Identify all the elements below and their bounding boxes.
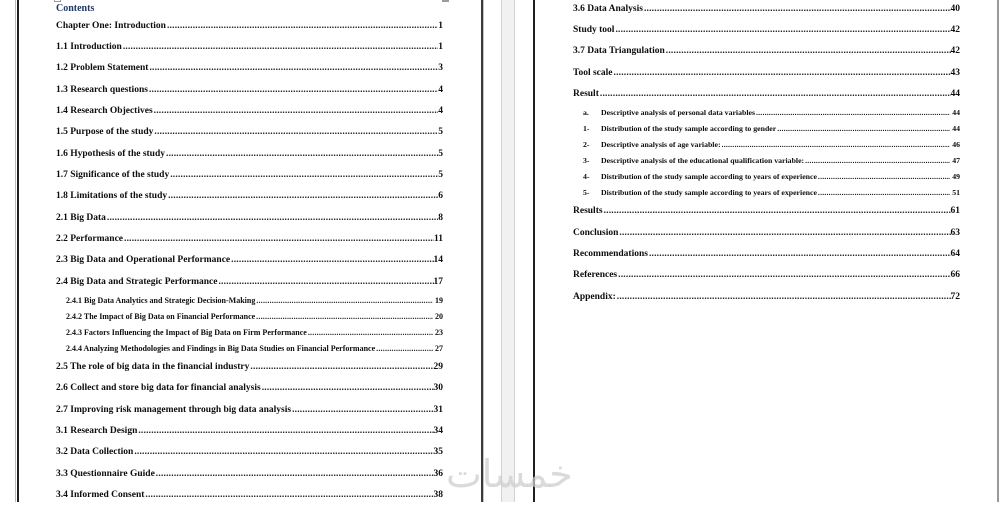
toc-entry-label: 1.5 Purpose of the study — [56, 127, 154, 138]
toc-entry-page: 5 — [438, 148, 443, 159]
toc-heading-text: Contents — [56, 3, 95, 14]
toc-entry-label: 1.4 Research Objectives — [56, 105, 153, 116]
dot-leader — [615, 25, 950, 35]
toc-entry-label: Conclusion — [573, 227, 619, 238]
toc-entry[interactable] — [56, 100, 443, 121]
toc-subentry[interactable] — [573, 105, 960, 121]
dot-leader — [124, 234, 434, 244]
left-page-edge-shadow — [483, 0, 484, 502]
toc-entry[interactable] — [56, 164, 443, 185]
toc-subentry[interactable] — [573, 137, 960, 153]
toc-entry-page: 49 — [952, 172, 960, 182]
toc-entry-page: 63 — [950, 227, 960, 238]
toc-entry[interactable] — [573, 0, 960, 19]
toc-entry[interactable] — [56, 442, 443, 463]
page-break-marker — [442, 0, 449, 2]
toc-entry[interactable] — [56, 143, 443, 164]
toc-entry-page: 3 — [438, 63, 443, 74]
toc-entry-page: 42 — [950, 46, 960, 57]
toc-entry-page: 42 — [950, 24, 960, 35]
toc-entry-page: 20 — [435, 311, 443, 321]
toc-entry-label: Result — [573, 88, 599, 99]
toc-entry-label: 3.4 Informed Consent — [56, 489, 145, 500]
toc-entry-label: 2.7 Improving risk management through big data analysis — [56, 404, 292, 415]
toc-entry-label: 2.3 Big Data and Operational Performance — [56, 255, 231, 266]
right-page-right-edge — [997, 0, 999, 502]
toc-entry-page: 36 — [433, 468, 443, 479]
toc-entry-page: 47 — [952, 156, 960, 166]
toc-entry-page: 17 — [433, 276, 443, 287]
dot-leader — [250, 362, 433, 372]
toc-entry-page: 64 — [950, 248, 960, 259]
dot-leader — [666, 46, 951, 56]
toc-entry-page: 4 — [438, 105, 443, 116]
toc-entry[interactable] — [56, 271, 443, 292]
right-page-left-edge — [533, 0, 535, 502]
toc-entry-label: 2.5 The role of big data in the financial industry — [56, 361, 250, 372]
toc-entry-page: 40 — [950, 3, 960, 14]
toc-entry[interactable] — [573, 222, 960, 243]
toc-entry-page: 27 — [435, 343, 443, 353]
toc-entry-page: 30 — [433, 383, 443, 394]
toc-entry-label: 3.6 Data Analysis — [573, 3, 643, 14]
toc-entry-page: 5 — [438, 127, 443, 138]
dot-leader — [376, 344, 433, 353]
dot-leader — [231, 255, 433, 265]
dot-leader — [777, 124, 950, 133]
toc-entry-page: 46 — [952, 140, 960, 150]
toc-entry-page: 19 — [435, 295, 443, 305]
toc-entry-label: Study tool — [573, 24, 615, 35]
toc-entry-page: 8 — [438, 212, 443, 223]
table-anchor-icon[interactable] — [54, 0, 61, 2]
list-marker: 4- — [583, 172, 590, 182]
dot-leader — [218, 277, 433, 287]
toc-entry-label: 3.7 Data Triangulation — [573, 46, 665, 57]
dot-leader — [156, 469, 434, 479]
toc-entry[interactable] — [56, 463, 443, 484]
toc-entry-label: Recommendations — [573, 248, 648, 259]
toc-entry-label: 3.2 Data Collection — [56, 447, 134, 458]
dot-leader — [138, 426, 433, 436]
toc-entry-label: 2.4.2 The Impact of Big Data on Financial Performance — [66, 311, 256, 321]
toc-subentry[interactable] — [56, 324, 443, 340]
dot-leader — [600, 89, 951, 99]
toc-entry-label: 3.1 Research Design — [56, 425, 138, 436]
toc-entry[interactable] — [56, 186, 443, 207]
toc-subentry[interactable] — [56, 292, 443, 308]
toc-entry-label: Appendix: — [573, 291, 616, 302]
page-gap — [501, 0, 515, 502]
toc-entry-label: References — [573, 270, 618, 281]
dot-leader — [256, 312, 433, 321]
list-marker: 2- — [583, 140, 590, 150]
watermark-logo: خمسات — [446, 452, 573, 496]
toc-entry-label: 3.3 Questionnaire Guide — [56, 468, 155, 479]
toc-subentry[interactable] — [573, 153, 960, 169]
toc-entry[interactable] — [56, 36, 443, 57]
dot-leader — [604, 206, 951, 216]
toc-entry-page: 29 — [433, 361, 443, 372]
dot-leader — [123, 42, 438, 52]
toc-entry[interactable] — [56, 250, 443, 271]
toc-entry-label: 2.4.3 Factors Influencing the Impact of Big Data on Firm Performance — [66, 327, 307, 337]
toc-entry-page: 44 — [950, 88, 960, 99]
toc-entry-page: 1 — [438, 20, 443, 31]
toc-entry-page: 44 — [952, 108, 960, 118]
toc-entry-page: 38 — [433, 489, 443, 500]
dot-leader — [614, 68, 951, 78]
dot-leader — [649, 249, 951, 259]
toc-entry[interactable] — [56, 399, 443, 420]
toc-entry-page: 5 — [438, 169, 443, 180]
toc-entry[interactable] — [56, 356, 443, 377]
toc-entry-page: 51 — [952, 188, 960, 198]
toc-entry-label: 2.1 Big Data — [56, 212, 106, 223]
toc-entry[interactable] — [56, 58, 443, 79]
dot-leader — [818, 172, 950, 181]
toc-subentry[interactable] — [573, 121, 960, 137]
toc-entry[interactable] — [56, 228, 443, 249]
dot-leader — [805, 156, 950, 165]
toc-entry[interactable] — [573, 62, 960, 83]
dot-leader — [818, 188, 950, 197]
toc-entry-page: 35 — [433, 447, 443, 458]
toc-entry-label: Tool scale — [573, 67, 613, 78]
toc-entry-label: 1.6 Hypothesis of the study — [56, 148, 165, 159]
toc-entry[interactable] — [56, 420, 443, 441]
toc-entry-label: Distribution of the study sample according to years of experience — [601, 188, 817, 198]
toc-entry-page: 43 — [950, 67, 960, 78]
toc-entry-label: Results — [573, 206, 603, 217]
toc-entry[interactable] — [56, 122, 443, 143]
toc-entry-label: 1.8 Limitations of the study — [56, 191, 168, 202]
dot-leader — [756, 108, 950, 117]
toc-entry-page: 6 — [438, 191, 443, 202]
toc-subentry[interactable] — [573, 185, 960, 201]
toc-subentry[interactable] — [573, 169, 960, 185]
dot-leader — [168, 191, 438, 201]
toc-entry-page: 11 — [434, 233, 443, 244]
toc-entry-label: 2.6 Collect and store big data for financial analysis — [56, 383, 261, 394]
toc-entry-label: 2.4 Big Data and Strategic Performance — [56, 276, 218, 287]
toc-entry-label: 1.2 Problem Statement — [56, 63, 149, 74]
list-marker: 5- — [583, 188, 590, 198]
dot-leader — [619, 228, 950, 238]
toc-entry[interactable] — [56, 378, 443, 399]
toc-entry-label: 2.2 Performance — [56, 233, 123, 244]
dot-leader — [308, 328, 433, 337]
dot-leader — [149, 63, 438, 73]
toc-entry-label: 1.1 Introduction — [56, 41, 122, 52]
toc-entry[interactable] — [573, 286, 960, 307]
dot-leader — [618, 270, 950, 280]
toc-entry-page: 66 — [950, 270, 960, 281]
toc-entry[interactable] — [56, 484, 443, 505]
dot-leader — [154, 106, 439, 116]
dot-leader — [166, 149, 438, 159]
toc-entry-page: 34 — [433, 425, 443, 436]
list-marker: 3- — [583, 156, 590, 166]
dot-leader — [107, 213, 438, 223]
toc-entry[interactable] — [56, 207, 443, 228]
toc-entry-label: Descriptive analysis of personal data variables — [601, 108, 755, 118]
toc-subentry[interactable] — [56, 308, 443, 324]
dot-leader — [145, 490, 433, 500]
dot-leader — [722, 140, 951, 149]
toc-entry-page: 4 — [438, 84, 443, 95]
toc-entry-page: 72 — [950, 291, 960, 302]
dot-leader — [134, 447, 433, 457]
toc-entry-label: Descriptive analysis of age variable: — [601, 140, 721, 150]
toc-entry[interactable] — [573, 19, 960, 40]
toc-entry-page: 31 — [433, 404, 443, 415]
left-page-edge-shadow — [15, 0, 16, 502]
toc-entry[interactable] — [56, 15, 443, 36]
dot-leader — [292, 405, 433, 415]
toc-entry[interactable] — [573, 201, 960, 222]
dot-leader — [262, 383, 434, 393]
left-page — [56, 0, 443, 506]
dot-leader — [154, 127, 438, 137]
toc-entry-label: Descriptive analysis of the educational qualification variable: — [601, 156, 805, 166]
toc-entry[interactable] — [573, 265, 960, 286]
toc-entry-page: 23 — [435, 327, 443, 337]
list-marker: 1- — [583, 124, 590, 134]
dot-leader — [617, 292, 951, 302]
dot-leader — [644, 4, 951, 14]
toc-subentry[interactable] — [56, 340, 443, 356]
toc-entry-label: 1.3 Research questions — [56, 84, 148, 95]
toc-entry[interactable] — [573, 41, 960, 62]
toc-entry-page: 1 — [438, 41, 443, 52]
toc-entry[interactable] — [56, 79, 443, 100]
toc-entry-label: 1.7 Significance of the study — [56, 169, 170, 180]
left-page-left-edge — [17, 0, 19, 502]
list-marker: a. — [583, 108, 589, 118]
dot-leader — [149, 85, 438, 95]
toc-entry[interactable] — [573, 83, 960, 104]
dot-leader — [170, 170, 438, 180]
dot-leader — [167, 21, 438, 31]
toc-entry[interactable] — [573, 243, 960, 264]
toc-entry-label: 2.4.1 Big Data Analytics and Strategic Decision-Making — [66, 295, 256, 305]
toc-entry-page: 14 — [433, 255, 443, 266]
toc-heading — [56, 0, 443, 15]
dot-leader — [256, 296, 433, 305]
toc-entry-page: 44 — [952, 124, 960, 134]
toc-entry-page: 61 — [950, 206, 960, 217]
toc-entry-label: Distribution of the study sample according to years of experience — [601, 172, 817, 182]
toc-entry-label: Chapter One: Introduction — [56, 20, 166, 31]
toc-entry-label: Distribution of the study sample according to gender — [601, 124, 777, 134]
right-page — [573, 0, 960, 307]
toc-entry-label: 2.4.4 Analyzing Methodologies and Findings in Big Data Studies on Financial Performance — [66, 343, 376, 353]
